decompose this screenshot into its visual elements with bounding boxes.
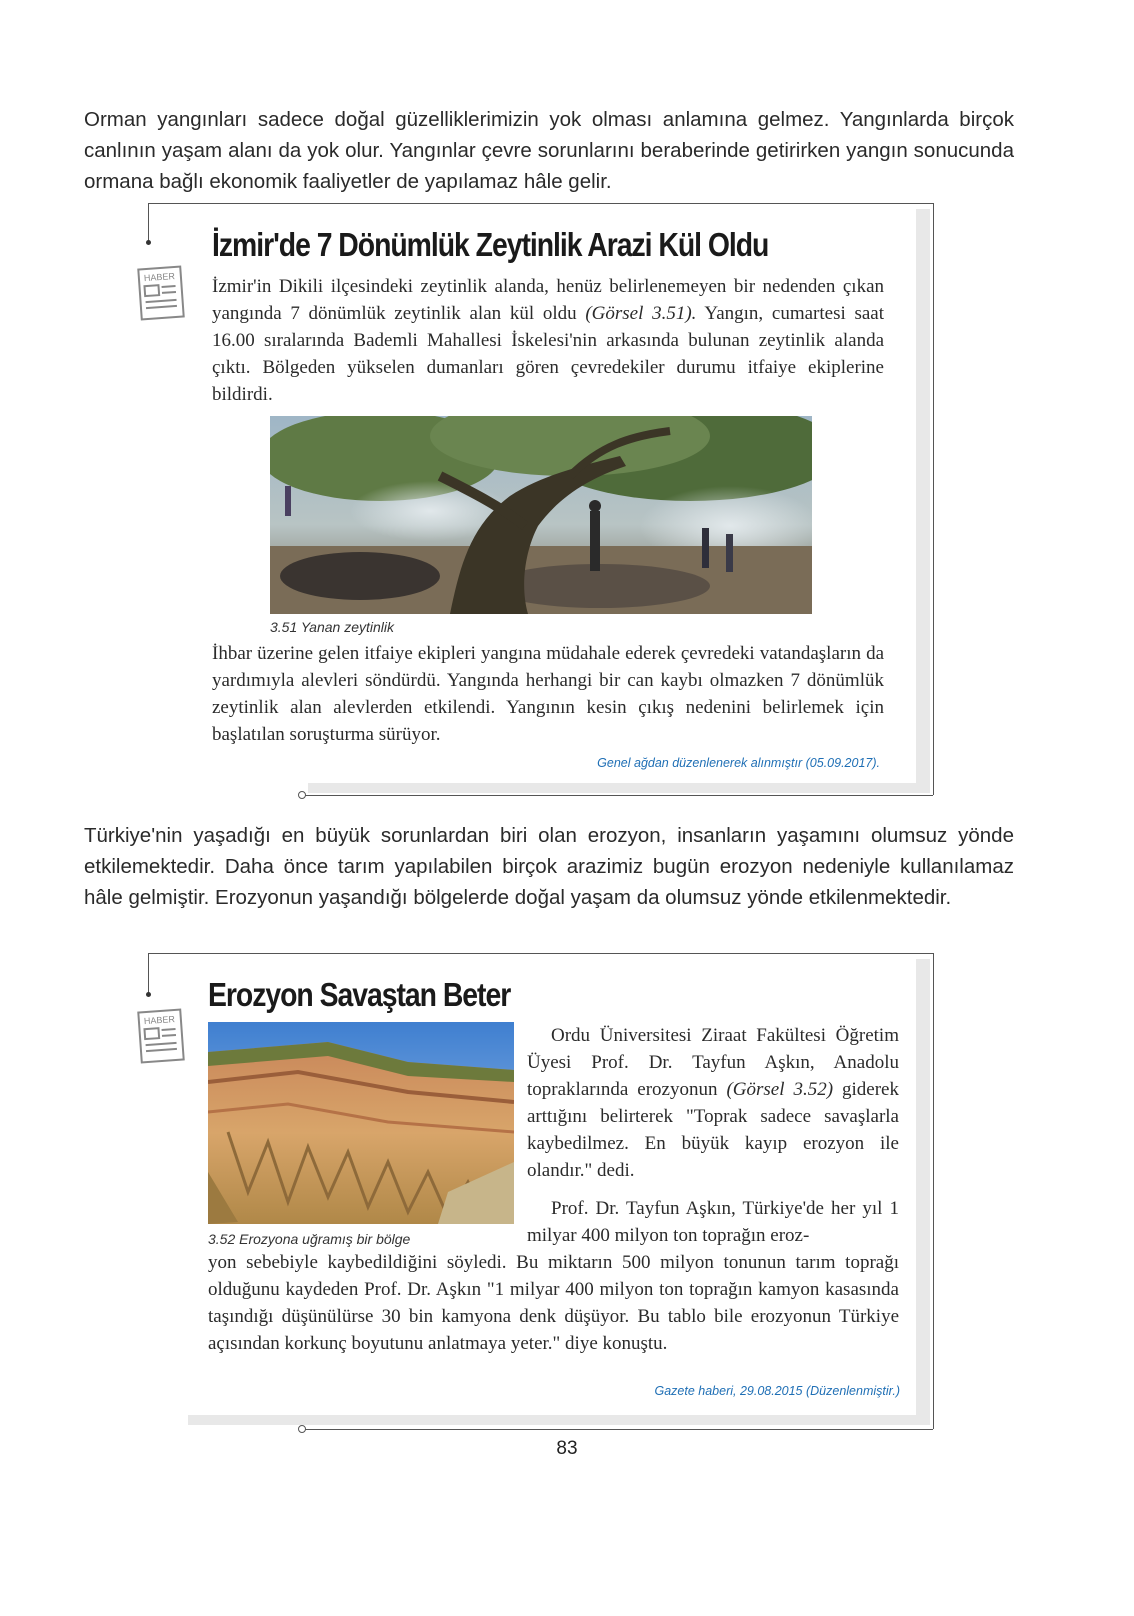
news2-p1-main: Ordu Üniversitesi Ziraat Fakültesi Öğretim Üyesi Prof. Dr. Tayfun Aşkın, Anadolu topraklarında erozyonun xyxy=(527,1025,899,1100)
intro-paragraph: Orman yangınları sadece doğal güzelliklerimizin yok olması anlamına gelmez. Yangınlarda birçok canlının yaşam alanı da yok olur. Yangınlar çevre sorunlarını beraberinde getirirken yangın sonucunda ormana bağlı ekonomik faaliyetler de yapılamaz hâle gelir. xyxy=(84,108,1014,193)
news2-p1-ref: (Görsel 3.52) xyxy=(726,1079,834,1100)
news1-source: Genel ağdan düzenlenerek alınmıştır (05.09.2017). xyxy=(597,756,880,770)
haber-label: HABER xyxy=(143,1014,176,1027)
news1-caption: 3.51 Yanan zeytinlik xyxy=(270,619,395,635)
news1-p1-main: İzmir'in Dikili ilçesindeki zeytinlik alanda, henüz belirlenemeyen bir nedenden çıkan yangında 7 dönümlük zeytinlik alan kül oldu xyxy=(212,276,884,324)
burning-olive-grove-photo xyxy=(270,416,812,614)
eroded-land-photo xyxy=(208,1022,514,1224)
news2-caption: 3.52 Erozyona uğramış bir bölge xyxy=(208,1231,411,1247)
page-number: 83 xyxy=(556,1438,578,1459)
news1-paragraph1 xyxy=(212,273,884,408)
news2-title: Erozyon Savaştan Beter xyxy=(208,976,511,1013)
news1-title: İzmir'de 7 Dönümlük Zeytinlik Arazi Kül Oldu xyxy=(212,226,769,263)
newspaper-icon xyxy=(136,265,188,323)
newspaper-icon xyxy=(136,1008,188,1066)
news1-paragraph2: İhbar üzerine gelen itfaiye ekipleri yangına müdahale ederek çevredeki vatandaşların da yardımıyla alevleri söndürdü. Yangında herhangi bir can kaybı olmazken 7 dönümlük zeytinlik alan alevlerden etkilendi. Yangının kesin çıkış nedenini belirlemek için başlatılan soruşturma sürüyor. xyxy=(212,643,884,745)
middle-paragraph: Türkiye'nin yaşadığı en büyük sorunlardan biri olan erozyon, insanların yaşamını olumsuz yönde etkilemektedir. Daha önce tarım yapılabilen birçok arazimiz bugün erozyon nedeniyle kullanılamaz hâle gelmiştir. Erozyonun yaşandığı bölgelerde doğal yaşam da olumsuz yönde etkilenmektedir. xyxy=(84,824,1014,909)
news2-paragraph1 xyxy=(527,1022,899,1184)
news1-p1-rest: Yangın, cumartesi saat 16.00 sıralarında Bademli Mahallesi İskelesi'nin arkasında bulunan zeytinlik alanda çıktı. Bölgeden yükselen dumanları gören çevredekiler durumu itfaiye ekiplerine bildirdi. xyxy=(212,303,884,405)
haber-label: HABER xyxy=(143,271,176,284)
news2-paragraph2-full: yon sebebiyle kaybedildiğini söyledi. Bu miktarın 500 milyon tonunun tarım toprağı olduğunu kaydeden Prof. Dr. Aşkın "1 milyar 400 milyon ton toprağın kamyon kasasında taşındığı düşünülürse 30 bin kamyona denk düşüyor. Bu tablo bile erozyonun Türkiye açısından korkunç boyutunu anlatmaya yeter." diye konuştu. xyxy=(208,1252,899,1354)
news2-p1-rest: giderek arttığını belirterek "Toprak sadece savaşlarla kaybedilmez. En büyük kayıp erozyon ile olandır." dedi. xyxy=(527,1079,899,1181)
news2-source: Gazete haberi, 29.08.2015 (Düzenlenmiştir.) xyxy=(654,1384,900,1398)
news2-paragraph2-side: Prof. Dr. Tayfun Aşkın, Türkiye'de her yıl 1 milyar 400 milyon ton toprağın eroz- xyxy=(527,1198,899,1246)
news1-p1-ref: (Görsel 3.51). xyxy=(585,303,697,324)
